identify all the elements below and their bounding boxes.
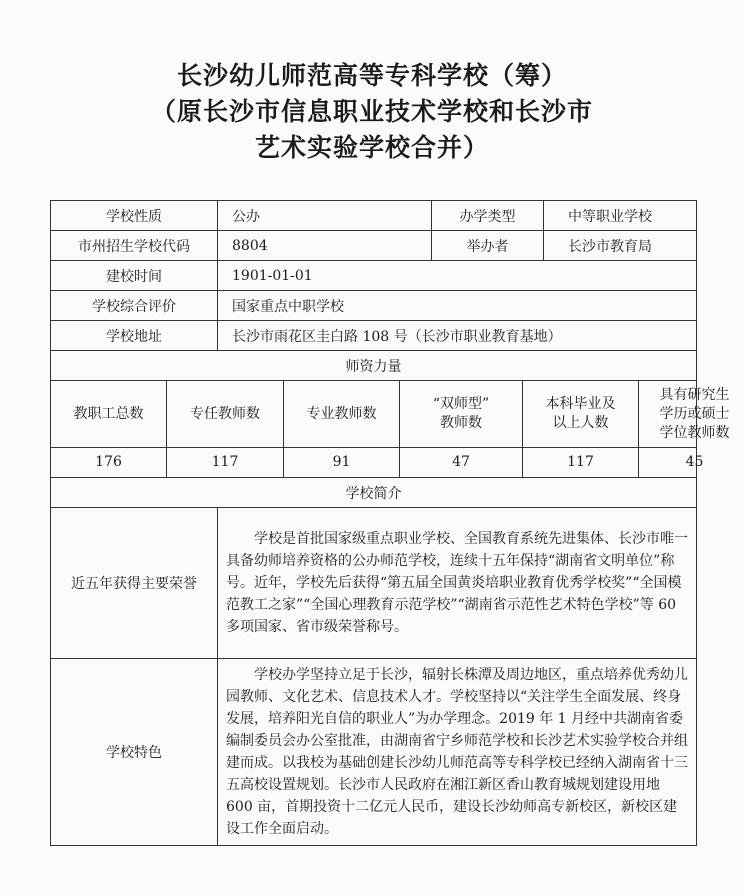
faculty-header-cell: 具有研究生 学历或硕士 学位教师数 [639, 381, 744, 447]
title-line-3: 艺术实验学校合并） [254, 133, 489, 162]
faculty-header-row [51, 381, 697, 448]
code-label: 市州招生学校代码 [51, 231, 218, 261]
features-row [51, 659, 697, 846]
title-line-1: 长沙幼儿师范高等专科学校（筹） [176, 61, 567, 90]
faculty-value-cell: 117 [523, 448, 639, 477]
intro-section-title: 学校简介 [51, 478, 697, 508]
row-code [51, 231, 697, 261]
row-founded [51, 261, 697, 291]
faculty-value-cell: 176 [95, 454, 122, 470]
honors-label: 近五年获得主要荣誉 [51, 508, 218, 659]
address-label: 学校地址 [51, 321, 218, 351]
faculty-value-cell: 45 [639, 448, 744, 477]
row-rating [51, 291, 697, 321]
faculty-value-container [51, 448, 704, 478]
type-value: 中等职业学校 [544, 201, 697, 231]
honors-text: 学校是首批国家级重点职业学校、全国教育系统先进集体、长沙市唯一具备幼师培养资格的公办师范学校，连续十五年保持“湖南省文明单位”称号。近年，学校先后获得“第五届全国黄炎培职业教育优秀学校奖”“全国模范教工之家”“全国心理教育示范学校”“湖南省示范性艺术特色学校”等 60 多项国家、省市级荣誉称号。 [218, 508, 697, 659]
faculty-section-title: 师资力量 [51, 351, 697, 381]
rating-label: 学校综合评价 [51, 291, 218, 321]
nature-value: 公办 [218, 201, 432, 231]
sponsor-value: 长沙市教育局 [544, 231, 697, 261]
code-value: 8804 [218, 231, 432, 261]
faculty-value-cell: 47 [400, 448, 523, 477]
rating-value: 国家重点中职学校 [218, 291, 697, 321]
features-label: 学校特色 [51, 659, 218, 846]
faculty-section-row [51, 351, 697, 381]
document-title [0, 58, 744, 166]
address-value: 长沙市雨花区圭白路 108 号（长沙市职业教育基地） [218, 321, 697, 351]
title-line-2: （原长沙市信息职业技术学校和长沙市 [150, 97, 593, 126]
type-label: 办学类型 [432, 201, 544, 231]
faculty-header-cell: 专业教师数 [284, 381, 400, 447]
faculty-value-grid [51, 448, 744, 477]
founded-label: 建校时间 [51, 261, 218, 291]
faculty-header-cell: 教职工总数 [73, 405, 144, 422]
faculty-header-grid [51, 381, 744, 447]
founded-value: 1901-01-01 [218, 261, 697, 291]
faculty-values-row [51, 448, 697, 478]
features-text: 学校办学坚持立足于长沙，辐射长株潭及周边地区，重点培养优秀幼儿园教师、文化艺术、信息技术人才。学校坚持以“关注学生全面发展、终身发展，培养阳光自信的职业人”为办学理念。2019 年 1 月经中共湖南省委编制委员会办公室批准，由湖南省宁乡师范学校和长沙艺术实验学校合并组建而成。以我校为基础创建长沙幼儿师范高等专科学校已经纳入湖南省十三五高校设置规划。长沙市人民政府在湘江新区香山教育城规划建设用地 600 亩，首期投资十二亿元人民币，建设长沙幼师高专新校区，新校区建设工作全面启动。 [218, 659, 697, 846]
faculty-value-cell: 91 [284, 448, 400, 477]
row-nature [51, 201, 697, 231]
sponsor-label: 举办者 [432, 231, 544, 261]
faculty-value-cell: 117 [167, 448, 284, 477]
intro-section-row [51, 478, 697, 508]
school-info-table [50, 200, 730, 846]
faculty-header-cell: 本科毕业及 以上人数 [523, 381, 639, 447]
faculty-header-container [51, 381, 730, 448]
honors-row [51, 508, 697, 659]
row-address [51, 321, 697, 351]
nature-label: 学校性质 [51, 201, 218, 231]
faculty-header-cell: 专任教师数 [167, 381, 284, 447]
faculty-header-cell: “双师型” 教师数 [400, 381, 523, 447]
